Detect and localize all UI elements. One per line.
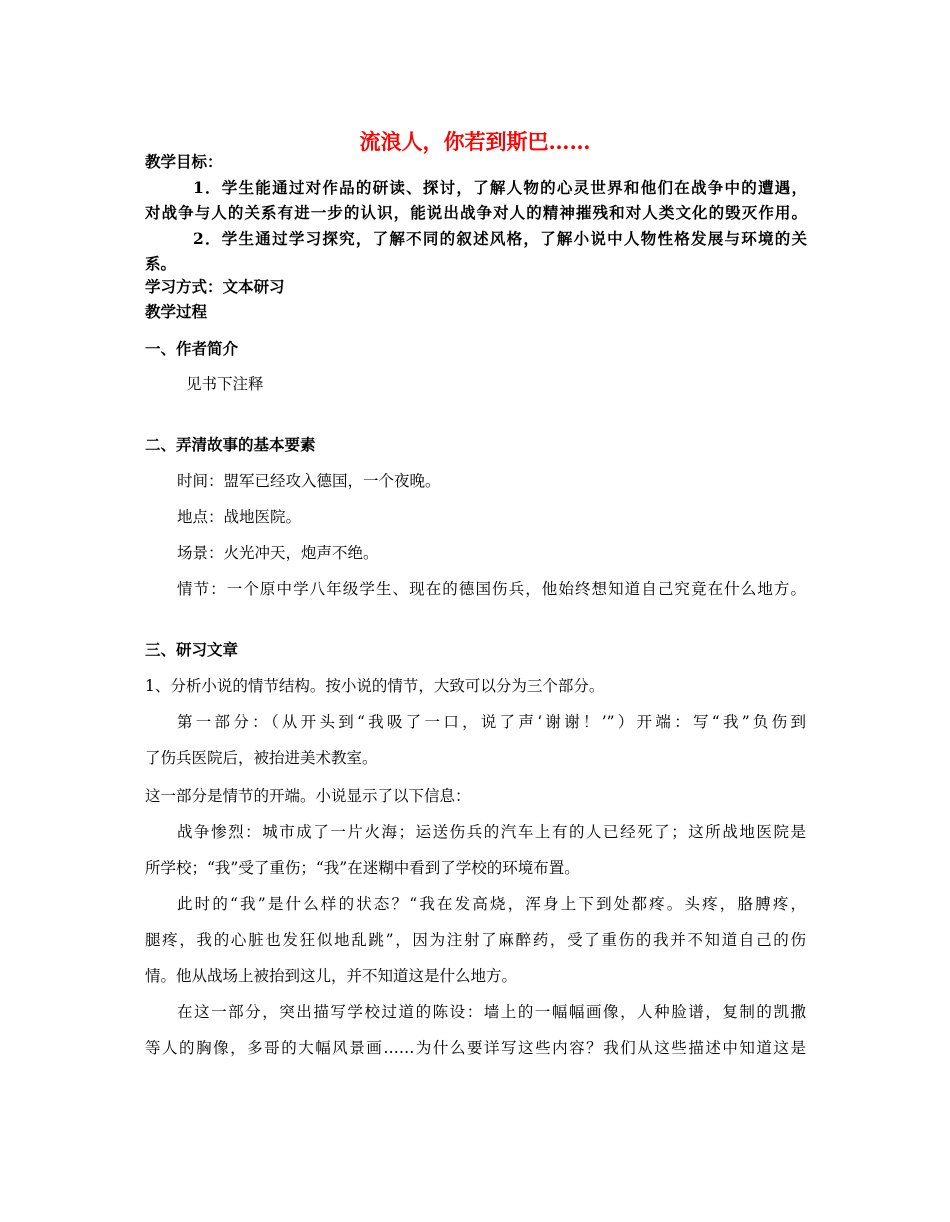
section-3-para-4-line-1: 战争惨烈：城市成了一片火海；运送伤兵的汽车上有的人已经死了；这所战地医院是 [177, 823, 806, 841]
objectives-heading: 教学目标： [145, 152, 223, 171]
section-1-heading: 一、作者简介 [145, 339, 239, 358]
section-3-para-2-line-1: 第一部分：（从开头到“我吸了一口，说了声‘谢谢！’”）开端：写“我”负伤到 [177, 713, 806, 731]
teaching-process-heading: 教学过程 [145, 302, 208, 321]
section-3-para-6-line-1: 在这一部分，突出描写学校过道的陈设：墙上的一幅幅画像，人种脸谱，复制的凯撒 [177, 1003, 806, 1021]
section-3-para-3: 这一部分是情节的开端。小说显示了以下信息： [145, 787, 471, 805]
element-place: 地点：战地医院。 [177, 508, 302, 526]
section-3-para-1: 1、分析小说的情节结构。按小说的情节，大致可以分为三个部分。 [145, 677, 605, 695]
element-scene: 场景：火光冲天，炮声不绝。 [177, 544, 379, 562]
section-3-heading: 三、研习文章 [145, 640, 239, 659]
section-1-text: 见书下注释 [186, 375, 264, 393]
objective-2-line-1: 2．学生通过学习探究，了解不同的叙述风格，了解小说中人物性格发展与环境的关 [193, 229, 807, 248]
element-time: 时间：盟军已经攻入德国，一个夜晚。 [177, 472, 441, 490]
section-3-para-5-line-1: 此时的“我”是什么样的状态？“我在发高烧，浑身上下到处都疼。头疼，胳膊疼， [177, 895, 806, 913]
objective-2-line-2: 系。 [145, 254, 177, 273]
objective-1-line-1: 1．学生能通过对作品的研读、探讨，了解人物的心灵世界和他们在战争中的遭遇， [193, 178, 807, 197]
element-plot: 情节：一个原中学八年级学生、现在的德国伤兵，他始终想知道自己究竟在什么地方。 [177, 580, 806, 598]
section-3-para-5-line-3: 情。他从战场上被抬到这儿，并不知道这是什么地方。 [145, 967, 518, 985]
section-3-para-5-line-2: 腿疼，我的心脏也发狂似地乱跳”，因为注射了麻醉药，受了重伤的我并不知道自己的伤 [145, 931, 806, 949]
section-2-heading: 二、弄清故事的基本要素 [145, 435, 316, 454]
section-3-para-4-line-2: 所学校；“我”受了重伤；“我”在迷糊中看到了学校的环境布置。 [145, 859, 580, 877]
section-3-para-6-line-2: 等人的胸像，多哥的大幅风景画……为什么要详写这些内容？我们从这些描述中知道这是 [145, 1039, 806, 1057]
learning-method: 学习方式：文本研习 [145, 277, 285, 296]
section-3-para-2-line-2: 了伤兵医院后，被抬进美术教室。 [145, 749, 378, 767]
objective-1-line-2: 对战争与人的关系有进一步的认识，能说出战争对人的精神摧残和对人类文化的毁灭作用。 [145, 203, 807, 222]
document-title: 流浪人，你若到斯巴…… [359, 129, 591, 154]
